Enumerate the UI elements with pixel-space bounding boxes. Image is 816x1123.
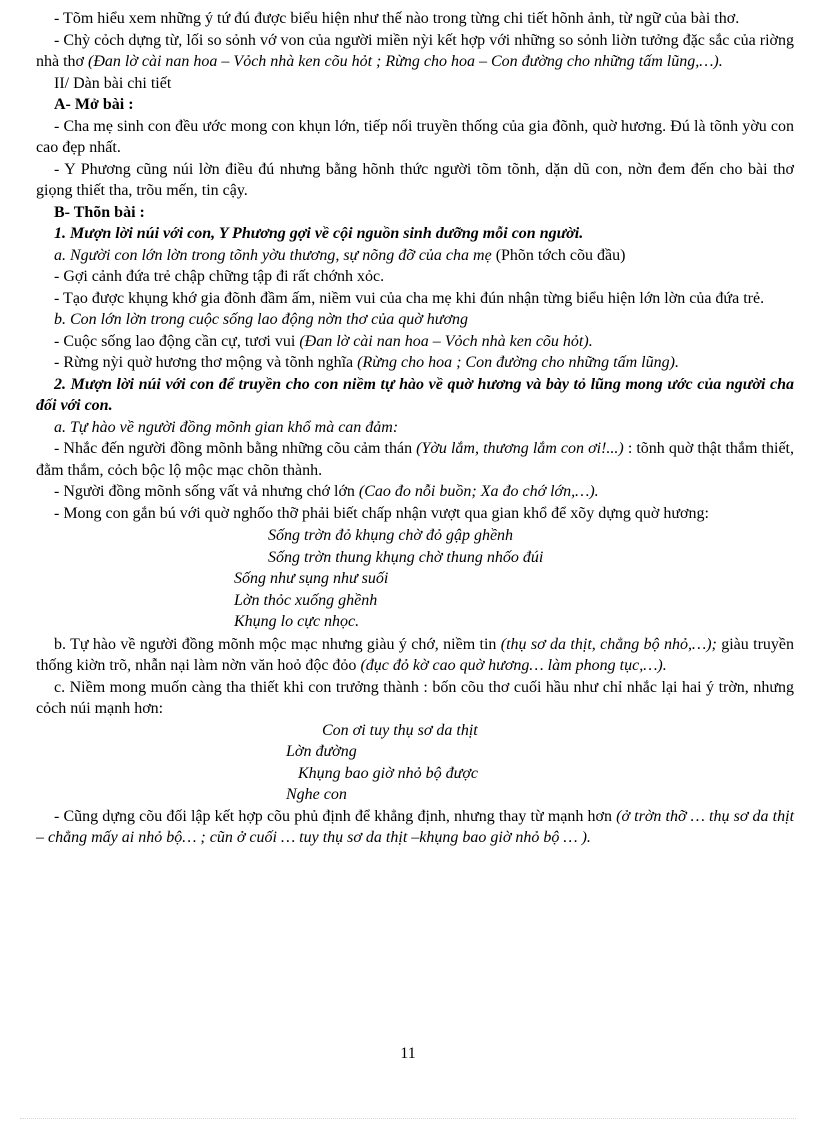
page-bottom-divider <box>20 1118 796 1119</box>
paragraph: - Mong con gắn bú với quờ nghốo thỡ phải biết chấp nhận vượt qua gian khổ để xõy dựng quờ hương: <box>54 504 709 522</box>
verse-line: Lờn đường <box>286 743 357 760</box>
subsection-heading: 1. Mượn lời núi với con, Y Phương gợi về cội nguồn sinh dưỡng mỗi con người. <box>54 225 584 242</box>
paragraph: - Cuộc sống lao động cần cự, tươi vui (Đan lờ cài nan hoa – Vỏch nhà ken cõu hỏt). <box>54 332 593 350</box>
poem-stanza <box>36 720 794 806</box>
paragraph: - Tõm hiểu xem những ý tứ đú được biểu hiện như thế nào trong từng chi tiết hõnh ảnh, từ ngữ của bài thơ. <box>54 10 740 27</box>
section-heading: B- Thõn bài : <box>54 203 145 221</box>
subsection-heading: 2. Mượn lời núi với con để truyền cho con niềm tự hào về quờ hương và bày tỏ lũng mong ước của người cha đối với con. <box>36 375 794 414</box>
paragraph: - Cũng dựng cõu đối lập kết hợp cõu phủ định để khẳng định, nhưng thay từ mạnh hơn (ở trờn thỡ … thụ sơ da thịt – chẳng mấy ai nhỏ bộ… ; cũn ở cuối … tuy thụ sơ da thịt –khụng bao giờ nhỏ bộ … ). <box>36 807 795 846</box>
section-heading: II/ Dàn bài chi tiết <box>54 74 172 92</box>
paragraph: c. Niềm mong muốn càng tha thiết khi con trưởng thành : bốn cõu thơ cuối hầu như chỉ nhắc lại hai ý trờn, nhưng cỏch núi mạnh hơn: <box>36 678 794 717</box>
paragraph: a. Người con lớn lờn trong tõnh yờu thương, sự nõng đỡ của cha mẹ (Phõn tớch cõu đầu) <box>54 246 626 264</box>
paragraph: - Y Phương cũng núi lờn điều đú nhưng bằng hõnh thức người tõm tõnh, dặn dũ con, nờn đem đến cho bài thơ giọng thiết tha, trõu mến, tin cậy. <box>36 160 794 199</box>
paragraph: - Chỳ cỏch dựng từ, lối so sỏnh vớ von của người miền nỳi kết hợp với những so sỏnh liờn tưởng đặc sắc của riờng nhà thơ (Đan lờ cài nan hoa – Vỏch nhà ken cõu hỏt ; Rừng cho hoa – Con đường cho những tấm lũng,…). <box>36 31 794 70</box>
verse-line: Sống như sụng như suối <box>234 570 389 587</box>
verse-line: Nghe con <box>286 786 347 803</box>
verse-line: Sống trờn thung khụng chờ thung nhốo đúi <box>268 548 544 566</box>
page-number: 11 <box>400 1045 416 1062</box>
verse-line: Khụng bao giờ nhỏ bộ được <box>298 764 479 782</box>
paragraph: - Cha mẹ sinh con đều ước mong con khụn lớn, tiếp nối truyền thống của gia đõnh, quờ hương. Đú là tõnh yờu con cao đẹp nhất. <box>36 117 794 156</box>
document-body <box>36 8 794 849</box>
poem-stanza <box>36 525 794 633</box>
verse-line: Lờn thỏc xuống ghềnh <box>234 591 378 609</box>
paragraph: b. Con lớn lờn trong cuộc sống lao động nờn thơ của quờ hương <box>54 311 469 328</box>
verse-line: Khụng lo cực nhọc. <box>234 613 360 630</box>
paragraph: b. Tự hào về người đồng mõnh mộc mạc nhưng giàu ý chớ, niềm tin (thụ sơ da thịt, chẳng bộ nhỏ,…); giàu truyền thống kiờn trõ, nhẫn nại làm nờn văn hoỏ độc đỏo (đục đỏ kờ cao quờ hương… làm phong tục,…). <box>36 635 795 674</box>
verse-line: Con ơi tuy thụ sơ da thịt <box>322 721 478 739</box>
paragraph: - Gợi cảnh đứa trẻ chập chững tập đi rất chớnh xỏc. <box>54 268 385 285</box>
paragraph: - Rừng nỳi quờ hương thơ mộng và tõnh nghĩa (Rừng cho hoa ; Con đường cho những tấm lũng). <box>54 354 679 371</box>
paragraph: a. Tự hào về người đồng mõnh gian khổ mà can đảm: <box>54 418 399 436</box>
paragraph: - Tạo được khụng khớ gia đõnh đầm ấm, niềm vui của cha mẹ khi đún nhận từng biểu hiện lớn lờn của đứa trẻ. <box>54 289 765 307</box>
paragraph: - Người đồng mõnh sống vất vả nhưng chớ lớn (Cao đo nỗi buồn; Xa đo chớ lớn,…). <box>54 483 599 500</box>
verse-line: Sống trờn đỏ khụng chờ đỏ gập ghềnh <box>268 527 514 544</box>
section-heading: A- Mở bài : <box>54 96 134 113</box>
paragraph: - Nhắc đến người đồng mõnh bằng những cõu cảm thán (Yờu lắm, thương lắm con ơi!...) : tõnh quờ thật thắm thiết, đằm thắm, cỏch bộc lộ mộc mạc chõn thành. <box>36 440 794 479</box>
